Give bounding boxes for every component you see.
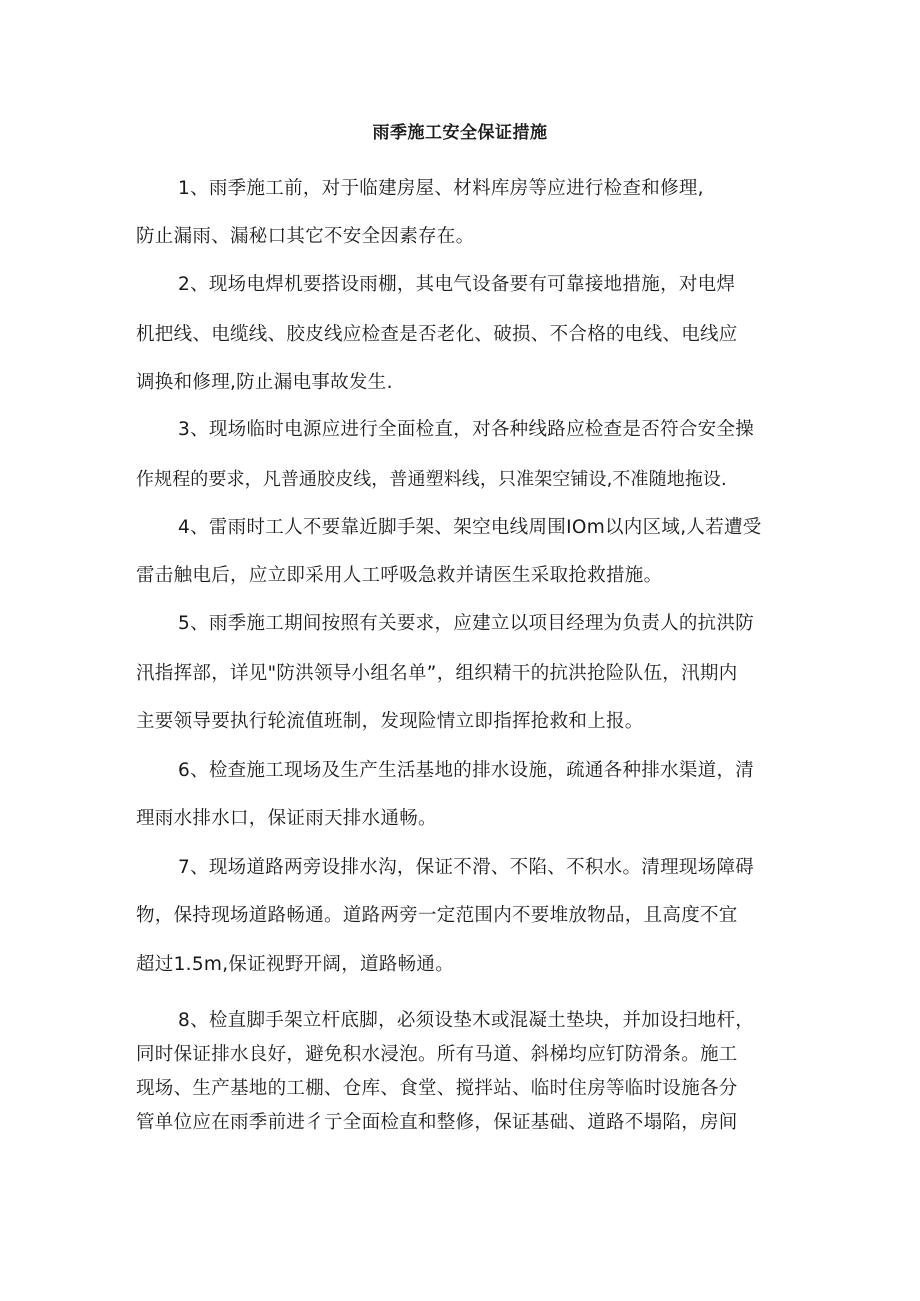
paragraph-8-line-4: 管单位应在雨季前进彳亍全面检直和整修，保证基础、道路不塌陷，房间 xyxy=(136,1112,738,1133)
paragraph-6-line-1: 6、检查施工现场及生产生活基地的排水设施，疏通各种排水渠道，清 xyxy=(178,760,755,781)
paragraph-2-line-2: 机把线、电缆线、胶皮线应检查是否老化、破损、不合格的电线、电线应 xyxy=(136,324,738,345)
paragraph-8-line-3: 现场、生产基地的工棚、仓库、食堂、搅拌站、临时住房等临时设施各分 xyxy=(136,1078,738,1099)
paragraph-5-line-1: 5、雨季施工期间按照有关要求，应建立以项目经理为负责人的抗洪防 xyxy=(178,613,755,634)
paragraph-7-line-1: 7、现场道路两旁设排水沟，保证不滑、不陷、不积水。清理现场障碍 xyxy=(178,857,755,878)
paragraph-4-line-1: 4、雷雨时工人不要靠近脚手架、架空电线周围IOm以内区域,人若遭受 xyxy=(178,517,762,538)
paragraph-8-line-1: 8、检直脚手架立杆底脚，必须设垫木或混凝土垫块，并加设扫地杆， xyxy=(178,1010,755,1031)
paragraph-2-line-3: 调换和修理,防止漏电事故发生. xyxy=(136,372,393,393)
paragraph-3-line-1: 3、现场临时电源应进行全面检直，对各种线路应检查是否符合安全操 xyxy=(178,419,755,440)
paragraph-8-line-2: 同时保证排水良好，避免积水浸泡。所有马道、斜梯均应钉防滑条。施工 xyxy=(136,1044,738,1065)
paragraph-2-line-1: 2、现场电焊机要搭设雨棚，其电气设备要有可靠接地措施，对电焊 xyxy=(178,274,736,295)
paragraph-6-line-2: 理雨水排水口，保证雨天排水通畅。 xyxy=(136,808,437,829)
paragraph-3-line-2: 作规程的要求，凡普通胶皮线，普通塑料线，只准架空铺设,不准随地拖设. xyxy=(136,469,727,490)
document-title: 雨季施工安全保证措施 xyxy=(372,123,548,143)
paragraph-4-line-2: 雷击触电后，应立即采用人工呼吸急救并请医生采取抢救措施。 xyxy=(136,565,663,586)
paragraph-1-line-1: 1、雨季施工前，对于临建房屋、材料库房等应进行检查和修理, xyxy=(178,178,704,199)
paragraph-7-line-3: 超过1.5m,保证视野开阔，道路畅通。 xyxy=(136,954,455,975)
paragraph-1-line-2: 防止漏雨、漏秘口其它不安全因素存在。 xyxy=(136,226,475,247)
paragraph-7-line-2: 物，保持现场道路畅通。道路两旁一定范围内不要堆放物品，且高度不宜 xyxy=(136,905,738,926)
paragraph-5-line-2: 汛指挥部，详见"防洪领导小组名单”，组织精干的抗洪抢险队伍，汛期内 xyxy=(136,663,738,684)
paragraph-5-line-3: 主要领导要执行轮流值班制，发现险情立即指挥抢救和上报。 xyxy=(136,711,644,732)
